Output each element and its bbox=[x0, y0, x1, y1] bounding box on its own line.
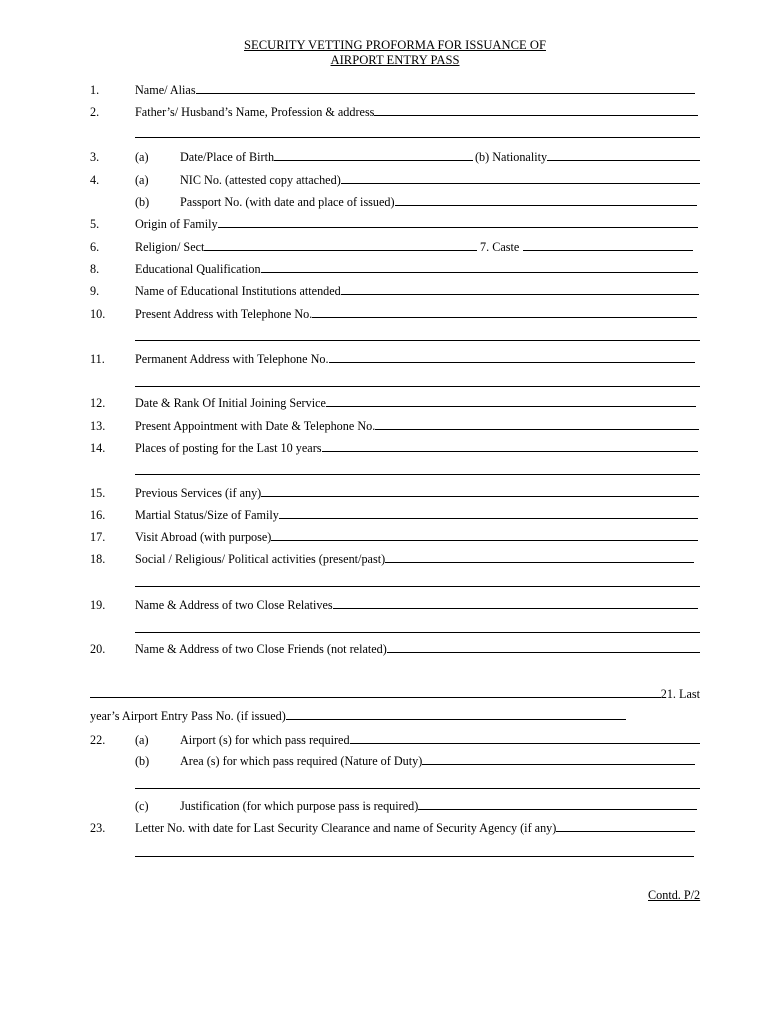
field-justification[interactable] bbox=[180, 799, 697, 813]
fill-line[interactable] bbox=[523, 249, 693, 251]
item-number-3: 3. bbox=[90, 150, 100, 164]
item-number-12: 12. bbox=[90, 396, 106, 410]
label-nic: NIC No. (attested copy attached) bbox=[180, 173, 341, 187]
field-dob-place[interactable] bbox=[180, 150, 473, 164]
field-activities[interactable] bbox=[135, 552, 694, 566]
label-dob-place: Date/Place of Birth bbox=[180, 150, 275, 164]
fill-line[interactable] bbox=[204, 249, 477, 251]
field-previous-services[interactable] bbox=[135, 486, 699, 500]
item-number-5: 5. bbox=[90, 217, 100, 231]
sub-label-4a: (a) bbox=[135, 173, 149, 187]
field-origin-family[interactable] bbox=[135, 217, 698, 231]
field-present-appointment[interactable] bbox=[135, 419, 699, 433]
field-institutions[interactable] bbox=[135, 284, 699, 298]
label-justification: Justification (for which purpose pass is required) bbox=[180, 799, 419, 813]
blank-line-10[interactable] bbox=[135, 340, 700, 341]
fill-line[interactable] bbox=[395, 204, 697, 206]
label-close-relatives: Name & Address of two Close Relatives bbox=[135, 598, 333, 612]
item-number-6: 6. bbox=[90, 240, 100, 254]
field-permanent-address[interactable] bbox=[135, 352, 695, 366]
field-initial-joining[interactable] bbox=[135, 396, 696, 410]
fill-line[interactable] bbox=[326, 405, 696, 407]
fill-line[interactable] bbox=[90, 696, 661, 698]
label-father-husband: Father’s/ Husband’s Name, Profession & address bbox=[135, 105, 375, 119]
item-number-17: 17. bbox=[90, 530, 106, 544]
item-number-4: 4. bbox=[90, 173, 100, 187]
label-permanent-address: Permanent Address with Telephone No. bbox=[135, 352, 329, 366]
blank-line-18[interactable] bbox=[135, 586, 700, 587]
label-education: Educational Qualification bbox=[135, 262, 261, 276]
sub-label-3a: (a) bbox=[135, 150, 149, 164]
fill-line[interactable] bbox=[196, 92, 695, 94]
fill-line[interactable] bbox=[341, 182, 700, 184]
field-present-address[interactable] bbox=[135, 307, 697, 321]
field-religion-sect[interactable] bbox=[135, 240, 477, 254]
item-number-23: 23. bbox=[90, 821, 106, 835]
item-number-14: 14. bbox=[90, 441, 106, 455]
item-number-8: 8. bbox=[90, 262, 100, 276]
form-title-line2: AIRPORT ENTRY PASS bbox=[330, 53, 460, 67]
label-caste: 7. Caste bbox=[480, 240, 520, 254]
field-close-friends[interactable] bbox=[135, 642, 700, 656]
item-number-22: 22. bbox=[90, 733, 106, 747]
blank-line-11[interactable] bbox=[135, 386, 700, 387]
fill-line[interactable] bbox=[374, 114, 698, 116]
sub-label-22a: (a) bbox=[135, 733, 149, 747]
fill-line[interactable] bbox=[218, 226, 698, 228]
field-caste[interactable] bbox=[480, 240, 693, 254]
sub-label-4b: (b) bbox=[135, 195, 150, 209]
fill-line[interactable] bbox=[387, 651, 700, 653]
item-number-13: 13. bbox=[90, 419, 106, 433]
item-number-2: 2. bbox=[90, 105, 100, 119]
item-number-18: 18. bbox=[90, 552, 106, 566]
field-last-pass-number[interactable] bbox=[90, 709, 626, 723]
item-number-15: 15. bbox=[90, 486, 106, 500]
fill-line[interactable] bbox=[261, 271, 698, 273]
continued-note: Contd. P/2 bbox=[648, 888, 701, 902]
fill-line[interactable] bbox=[333, 607, 698, 609]
item-number-1: 1. bbox=[90, 83, 100, 97]
label-airports: Airport (s) for which pass required bbox=[180, 733, 350, 747]
fill-line[interactable] bbox=[341, 293, 699, 295]
label-last-pass-number: year’s Airport Entry Pass No. (if issued) bbox=[90, 709, 286, 723]
field-name-alias[interactable] bbox=[135, 83, 695, 97]
label-item-21: 21. Last bbox=[660, 687, 700, 701]
fill-line[interactable] bbox=[556, 830, 695, 832]
label-areas: Area (s) for which pass required (Nature of Duty) bbox=[180, 754, 423, 768]
field-passport[interactable] bbox=[180, 195, 697, 209]
label-present-appointment: Present Appointment with Date & Telephone No. bbox=[135, 419, 376, 433]
item-number-20: 20. bbox=[90, 642, 106, 656]
item-number-10: 10. bbox=[90, 307, 106, 321]
label-close-friends: Name & Address of two Close Friends (not related) bbox=[135, 642, 387, 656]
item-number-16: 16. bbox=[90, 508, 106, 522]
form-title-line1: SECURITY VETTING PROFORMA FOR ISSUANCE OF bbox=[244, 38, 546, 52]
fill-line[interactable] bbox=[274, 159, 473, 161]
blank-line-22[interactable] bbox=[135, 788, 700, 789]
fill-line[interactable] bbox=[329, 361, 695, 363]
fill-line[interactable] bbox=[286, 718, 626, 720]
label-previous-services: Previous Services (if any) bbox=[135, 486, 262, 500]
field-marital-status[interactable] bbox=[135, 508, 698, 522]
label-last-clearance: Letter No. with date for Last Security Clearance and name of Security Agency (if any) bbox=[135, 821, 557, 835]
label-activities: Social / Religious/ Political activities (present/past) bbox=[135, 552, 386, 566]
fill-line[interactable] bbox=[279, 517, 698, 519]
field-last-pass-line1[interactable] bbox=[90, 687, 700, 701]
field-close-relatives[interactable] bbox=[135, 598, 698, 612]
fill-line[interactable] bbox=[312, 316, 697, 318]
item-number-9: 9. bbox=[90, 284, 100, 298]
fill-line[interactable] bbox=[422, 763, 695, 765]
sub-label-22b: (b) bbox=[135, 754, 150, 768]
item-number-19: 19. bbox=[90, 598, 106, 612]
label-name-alias: Name/ Alias bbox=[135, 83, 196, 97]
blank-line-2[interactable] bbox=[135, 137, 700, 138]
label-nationality: (b) Nationality bbox=[475, 150, 548, 164]
fill-line[interactable] bbox=[322, 450, 699, 452]
label-religion-sect: Religion/ Sect bbox=[135, 240, 205, 254]
field-nic[interactable] bbox=[180, 173, 700, 187]
label-present-address: Present Address with Telephone No. bbox=[135, 307, 313, 321]
label-initial-joining: Date & Rank Of Initial Joining Service bbox=[135, 396, 326, 410]
field-nationality[interactable] bbox=[475, 150, 700, 164]
blank-line-19[interactable] bbox=[135, 632, 700, 633]
field-places-posting[interactable] bbox=[135, 441, 698, 455]
item-number-11: 11. bbox=[90, 352, 105, 366]
label-marital-status: Martial Status/Size of Family bbox=[135, 508, 279, 522]
field-visit-abroad[interactable] bbox=[135, 530, 698, 544]
sub-label-22c: (c) bbox=[135, 799, 149, 813]
field-father-husband[interactable] bbox=[135, 105, 698, 119]
label-passport: Passport No. (with date and place of issued) bbox=[180, 195, 395, 209]
fill-line[interactable] bbox=[261, 495, 699, 497]
field-education[interactable] bbox=[135, 262, 698, 276]
label-visit-abroad: Visit Abroad (with purpose) bbox=[135, 530, 272, 544]
fill-line[interactable] bbox=[418, 808, 697, 810]
label-origin-family: Origin of Family bbox=[135, 217, 218, 231]
blank-line-23[interactable] bbox=[135, 856, 694, 857]
fill-line[interactable] bbox=[547, 159, 700, 161]
label-places-posting: Places of posting for the Last 10 years bbox=[135, 441, 322, 455]
blank-line-14[interactable] bbox=[135, 474, 700, 475]
field-airports[interactable] bbox=[180, 733, 700, 747]
field-areas[interactable] bbox=[180, 754, 695, 768]
fill-line[interactable] bbox=[271, 539, 698, 541]
fill-line[interactable] bbox=[350, 742, 700, 744]
label-institutions: Name of Educational Institutions attended bbox=[135, 284, 341, 298]
fill-line[interactable] bbox=[375, 428, 699, 430]
fill-line[interactable] bbox=[385, 561, 694, 563]
field-last-clearance[interactable] bbox=[135, 821, 695, 835]
